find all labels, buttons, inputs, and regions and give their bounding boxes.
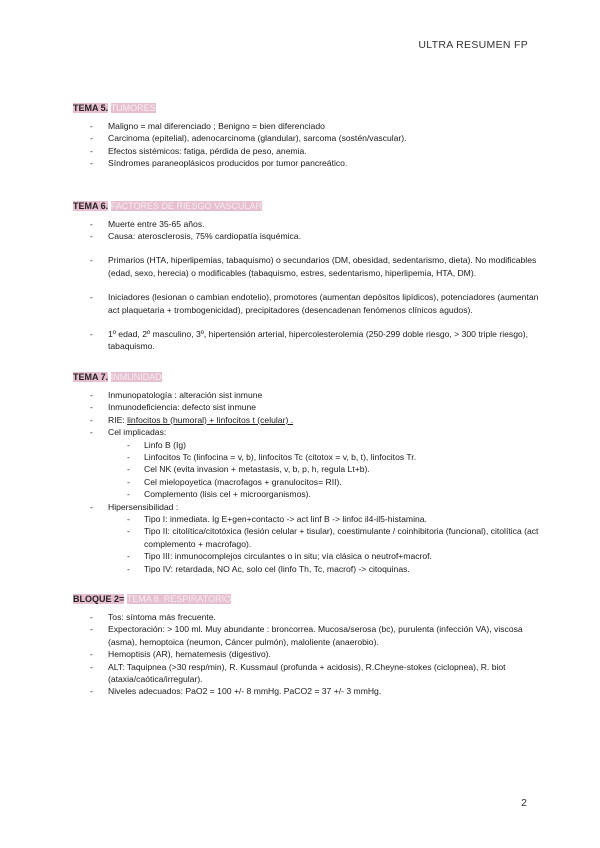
list-item: - Carcinoma (epitelial), adenocarcinoma (glandular), sarcoma (sostén/vascular). xyxy=(72,132,542,144)
heading-title: INMUNIDAD xyxy=(110,371,162,382)
bullet-list xyxy=(72,389,542,575)
list-item: - Causa: aterosclerosis, 75% cardiopatía isquémica. xyxy=(72,230,542,242)
sub-list-item: - Tipo IV: retardada, NO Ac, solo cel (linfo Th, Tc, macrof) -> citoquinas. xyxy=(72,563,542,575)
list-item: - Niveles adecuados: PaO2 = 100 +/- 8 mmHg. PaCO2 = 37 +/- 3 mmHg. xyxy=(72,685,542,697)
section-tema6 xyxy=(72,196,542,353)
section-heading-bloque2 xyxy=(72,593,232,605)
section-heading-tema5 xyxy=(72,102,157,114)
list-item: - Tos: síntoma más frecuente. xyxy=(72,611,542,623)
section-tema7 xyxy=(72,367,542,575)
rie-text: linfocitos b (humoral) + linfocitos t (celular) . xyxy=(127,414,294,425)
heading-prefix: BLOQUE 2= xyxy=(73,593,125,604)
bullet-list xyxy=(72,218,542,353)
sub-list-item: - Tipo II: citolítica/citotóxica (lesión celular + tisular), coestimulante / coinhibitoria (funcional), citolítica (act complemento + macrofago). xyxy=(72,525,542,550)
list-item: - Muerte entre 35-65 años. xyxy=(72,218,542,230)
section-heading-tema6 xyxy=(72,200,263,212)
page-content xyxy=(72,98,542,712)
bullet-list xyxy=(72,120,542,170)
heading-prefix: TEMA 5. xyxy=(73,103,109,113)
list-item: - Primarios (HTA, hiperlipemias, tabaquismo) o secundarios (DM, obesidad, sedentarismo, dieta). No modificables (edad, sexo, herecia) o modificables (tabaquismo, estres, sedentarismo, hiperlipemia, HTA, DM). xyxy=(72,254,542,279)
section-heading-tema7 xyxy=(72,371,163,383)
heading-title: TEMA 8. RESPIRATORIO xyxy=(126,593,231,604)
list-item: - Cel implicadas: xyxy=(72,426,542,438)
list-item: - Hipersensibilidad : xyxy=(72,501,542,513)
sub-list-item: - Tipo III: inmunocomplejos circulantes o in situ; vía clásica o neutrof+macrof. xyxy=(72,550,542,562)
sub-list-item: - Linfo B (Ig) xyxy=(72,439,542,451)
heading-title: FACTORES DE RIESGO VASCULAR xyxy=(110,200,262,211)
list-item: - Hemoptisis (AR), hematemesis (digestivo). xyxy=(72,648,542,660)
document-header-title: ULTRA RESUMEN FP xyxy=(418,39,528,51)
list-item: - ALT: Taquipnea (>30 resp/min), R. Kussmaul (profunda + acidosis), R.Cheyne-stokes (ciclopnea), R. biot (ataxia/caótica/irregular). xyxy=(72,661,542,686)
list-item: - Iniciadores (lesionan o cambian endotelio), promotores (aumentan depósitos lipídicos), potenciadores (aumentan act plaquetaria + trombogenicidad), precipitadores (desencadenan fenómenos clínicos agudos). xyxy=(72,291,542,316)
list-item: - Inmunodeficiencia: defecto sist inmune xyxy=(72,401,542,413)
sub-list-item: - Linfocitos Tc (linfocina = v, b), linfocitos Tc (citotox = v, b, t), linfocitos Tr. xyxy=(72,451,542,463)
sub-list-item: - Complemento (lisis cel + microorganismos). xyxy=(72,488,542,500)
list-item-rie xyxy=(72,414,542,426)
section-bloque2 xyxy=(72,589,542,698)
list-item: - Síndromes paraneoplásicos producidos por tumor pancreático. xyxy=(72,157,542,169)
heading-prefix: TEMA 7. xyxy=(73,371,109,382)
section-tema5 xyxy=(72,98,542,170)
list-item: - Maligno = mal diferenciado ; Benigno = bien diferenciado xyxy=(72,120,542,132)
sub-list-item: - Tipo I: inmediata. Ig E+gen+contacto -> act linf B -> linfoc il4-il5-histamina. xyxy=(72,513,542,525)
heading-prefix: TEMA 6. xyxy=(73,200,109,211)
bullet-list xyxy=(72,611,542,698)
list-item: - Inmunopatología : alteración sist inmune xyxy=(72,389,542,401)
list-item: - Efectos sistémicos: fatiga, pérdida de peso, anemia. xyxy=(72,145,542,157)
page-number: 2 xyxy=(521,797,527,809)
list-item: - Expectoración: > 100 ml. Muy abundante : broncorrea. Mucosa/serosa (bc), purulenta (infección VA), viscosa (asma), hemoptoica (neumon, Cáncer pulmón), maloliente (anaerobio). xyxy=(72,623,542,648)
sub-list-item: - Cel NK (evita invasion + metastasis, v, b, p, h, regula Lt+b). xyxy=(72,463,542,475)
heading-title: TUMORES xyxy=(110,103,156,113)
rie-label: RIE: xyxy=(108,414,125,425)
sub-list-item: - Cel mielopoyetica (macrofagos + granulocitos= RII). xyxy=(72,476,542,488)
list-item: - 1º edad, 2º masculino, 3º, hipertensión arterial, hipercolesterolemia (250-299 doble riesgo, > 300 triple riesgo), tabaquismo. xyxy=(72,328,542,353)
